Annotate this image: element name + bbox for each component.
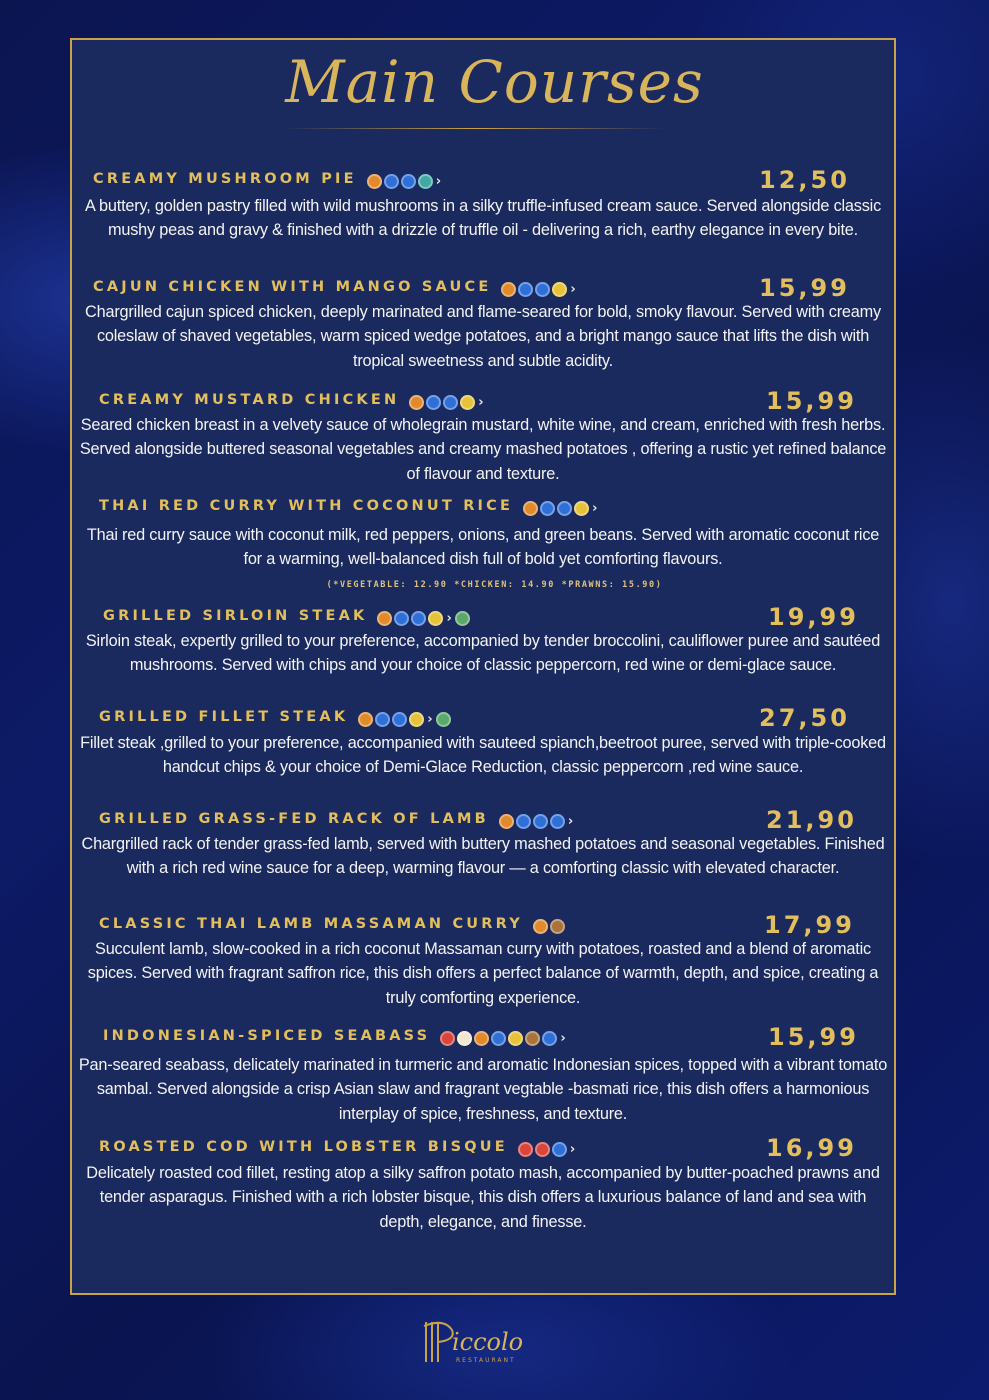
allergen-teal-icon bbox=[418, 174, 433, 189]
dish-price: 12,50 bbox=[759, 166, 850, 194]
chevron-right-icon: › bbox=[435, 173, 445, 189]
dish-price: 15,99 bbox=[768, 1023, 859, 1051]
allergen-orange-icon bbox=[474, 1031, 489, 1046]
allergen-white-icon bbox=[457, 1031, 472, 1046]
dish-price: 16,99 bbox=[766, 1134, 857, 1162]
dish-description: A buttery, golden pastry filled with wild mushrooms in a silky truffle-infused cream sauce. Served alongside classic mushy peas and gravy & finished with a drizzle of truffle oil - delivering a rich, earthy elegance in every bite. bbox=[84, 197, 882, 240]
dish-name: GRILLED SIRLOIN STEAK › bbox=[103, 608, 472, 626]
svg-text:RESTAURANT: RESTAURANT bbox=[456, 1357, 516, 1364]
dish-name: CAJUN CHICKEN WITH MANGO SAUCE › bbox=[93, 279, 579, 297]
dish-price: 15,99 bbox=[766, 387, 857, 415]
allergen-red-icon bbox=[535, 1142, 550, 1157]
allergen-yellow-icon bbox=[508, 1031, 523, 1046]
dish-description: Sirloin steak, expertly grilled to your preference, accompanied by tender broccolini, cauliflower puree and sautéed mushrooms. Served with chips and your choice of classic peppercorn, red wine or demi-glace sauce. bbox=[85, 632, 881, 675]
menu-item-grilled-sirloin-steak bbox=[0, 603, 989, 675]
menu-item-creamy-mushroom-pie bbox=[0, 166, 989, 240]
allergen-blue-icon bbox=[384, 174, 399, 189]
dietary-icons bbox=[523, 500, 601, 516]
menu-item-indonesian-seabass bbox=[0, 1023, 989, 1123]
title-underline bbox=[285, 128, 665, 129]
allergen-blue-icon bbox=[443, 395, 458, 410]
allergen-yellow-icon bbox=[409, 712, 424, 727]
dish-price: 21,90 bbox=[766, 806, 857, 834]
allergen-orange-icon bbox=[377, 611, 392, 626]
piccolo-logo-icon bbox=[416, 1318, 546, 1370]
allergen-blue-icon bbox=[401, 174, 416, 189]
allergen-yellow-icon bbox=[574, 501, 589, 516]
allergen-orange-icon bbox=[367, 174, 382, 189]
allergen-blue-icon bbox=[426, 395, 441, 410]
dish-name: CREAMY MUSHROOM PIE › bbox=[93, 171, 445, 189]
allergen-orange-icon bbox=[358, 712, 373, 727]
allergen-orange-icon bbox=[501, 282, 516, 297]
dish-name: THAI RED CURRY WITH COCONUT RICE › bbox=[99, 498, 601, 516]
dietary-icons bbox=[501, 281, 579, 297]
menu-item-rack-of-lamb bbox=[0, 806, 989, 878]
dish-price: 15,99 bbox=[759, 274, 850, 302]
allergen-blue-icon bbox=[550, 814, 565, 829]
dietary-icons bbox=[377, 610, 472, 626]
chevron-right-icon: › bbox=[592, 500, 601, 516]
menu-item-cajun-chicken bbox=[0, 274, 989, 370]
dish-name: GRILLED FILLET STEAK › bbox=[99, 709, 453, 727]
dietary-icons bbox=[440, 1030, 569, 1046]
menu-title: Main Courses bbox=[285, 48, 704, 116]
chevron-right-icon: › bbox=[570, 281, 579, 297]
menu-item-thai-red-curry bbox=[0, 495, 989, 590]
allergen-green-icon bbox=[455, 611, 470, 626]
allergen-blue-icon bbox=[557, 501, 572, 516]
chevron-right-icon: › bbox=[569, 1141, 579, 1157]
allergen-red-icon bbox=[518, 1142, 533, 1157]
dish-description: Pan-seared seabass, delicately marinated in turmeric and aromatic Indonesian spices, topped with a vibrant tomato sambal. Served alongside a crisp Asian slaw and fragrant vegtable -basmati rice, this dish offers a harmonious interplay of spice, freshness, and texture. bbox=[78, 1056, 888, 1123]
allergen-blue-icon bbox=[392, 712, 407, 727]
menu-item-grilled-fillet-steak bbox=[0, 704, 989, 777]
dietary-icons bbox=[499, 813, 577, 829]
dietary-icons bbox=[409, 394, 487, 410]
menu-item-creamy-mustard-chicken bbox=[0, 387, 989, 483]
dish-description: Chargrilled rack of tender grass-fed lamb, served with buttery mashed potatoes and seasonal vegetables. Finished with a rich red wine sauce for a deep, warming flavour — a comforting classic with elevated character. bbox=[81, 835, 885, 878]
dish-description: Seared chicken breast in a velvety sauce of wholegrain mustard, white wine, and cream, enriched with fresh herbs. Served alongside buttered seasonal vegetables and creamy mashed potatoes , offering a rustic yet refined balance of flavour and texture. bbox=[79, 416, 887, 483]
dish-name: INDONESIAN-SPICED SEABASS › bbox=[103, 1028, 569, 1046]
dish-price: 17,99 bbox=[764, 911, 855, 939]
dish-name: ROASTED COD WITH LOBSTER BISQUE › bbox=[99, 1139, 579, 1157]
allergen-blue-icon bbox=[552, 1142, 567, 1157]
dish-name: CREAMY MUSTARD CHICKEN › bbox=[99, 392, 487, 410]
chevron-right-icon: › bbox=[446, 610, 456, 626]
dish-description: Thai red curry sauce with coconut milk, red peppers, onions, and green beans. Served with aromatic coconut rice for a warming, well-balanced dish full of bold yet comforting flavours. bbox=[86, 526, 880, 569]
svg-text:iccolo: iccolo bbox=[452, 1328, 524, 1356]
allergen-blue-icon bbox=[518, 282, 533, 297]
dish-name: CLASSIC THAI LAMB MASSAMAN CURRY bbox=[99, 916, 567, 934]
chevron-right-icon: › bbox=[427, 711, 436, 727]
allergen-blue-icon bbox=[535, 282, 550, 297]
piccolo-logo bbox=[416, 1318, 546, 1370]
menu-item-roasted-cod bbox=[0, 1134, 989, 1231]
allergen-blue-icon bbox=[394, 611, 409, 626]
dish-name: GRILLED GRASS-FED RACK OF LAMB › bbox=[99, 811, 577, 829]
allergen-orange-icon bbox=[409, 395, 424, 410]
allergen-blue-icon bbox=[375, 712, 390, 727]
allergen-yellow-icon bbox=[552, 282, 567, 297]
dish-description: Fillet steak ,grilled to your preference, accompanied with sauteed spianch,beetroot puree, served with triple-cooked handcut chips & your choice of Demi-Glace Reduction, classic peppercorn ,red wine sauce. bbox=[80, 734, 886, 777]
allergen-brown-icon bbox=[550, 919, 565, 934]
allergen-yellow-icon bbox=[428, 611, 443, 626]
dietary-icons bbox=[518, 1141, 579, 1157]
dietary-icons bbox=[533, 918, 567, 934]
chevron-right-icon: › bbox=[560, 1030, 569, 1046]
dietary-icons bbox=[358, 711, 453, 727]
dish-description: Succulent lamb, slow-cooked in a rich coconut Massaman curry with potatoes, roasted and a blend of aromatic spices. Served with fragrant saffron rice, this dish offers a perfect balance of warmth, depth, and spice, creating a truly comforting experience. bbox=[87, 940, 879, 1007]
chevron-right-icon: › bbox=[478, 394, 487, 410]
allergen-blue-icon bbox=[542, 1031, 557, 1046]
dietary-icons bbox=[367, 173, 445, 189]
dish-price: 19,99 bbox=[768, 603, 859, 631]
allergen-orange-icon bbox=[499, 814, 514, 829]
allergen-blue-icon bbox=[516, 814, 531, 829]
allergen-green-icon bbox=[436, 712, 451, 727]
allergen-yellow-icon bbox=[460, 395, 475, 410]
allergen-red-icon bbox=[440, 1031, 455, 1046]
allergen-blue-icon bbox=[491, 1031, 506, 1046]
chevron-right-icon: › bbox=[567, 813, 577, 829]
menu-item-lamb-massaman-curry bbox=[0, 911, 989, 1007]
dish-price: 27,50 bbox=[759, 704, 850, 732]
allergen-blue-icon bbox=[533, 814, 548, 829]
dish-description: Chargrilled cajun spiced chicken, deeply marinated and flame-seared for bold, smoky flavour. Served with creamy coleslaw of shaved vegetables, warm spiced wedge potatoes, and a bright mango sauce that lifts the dish with tropical sweetness and subtle acidity. bbox=[85, 303, 881, 370]
allergen-blue-icon bbox=[411, 611, 426, 626]
price-variants: (*VEGETABLE: 12.90 *CHICKEN: 14.90 *PRAWNS: 15.90) bbox=[326, 580, 663, 590]
allergen-brown-icon bbox=[525, 1031, 540, 1046]
allergen-blue-icon bbox=[540, 501, 555, 516]
dish-description: Delicately roasted cod fillet, resting atop a silky saffron potato mash, accompanied by butter-poached prawns and tender asparagus. Finished with a rich lobster bisque, this dish offers a luxurious balance of land and sea with depth, elegance, and finesse. bbox=[86, 1164, 880, 1231]
allergen-orange-icon bbox=[533, 919, 548, 934]
allergen-orange-icon bbox=[523, 501, 538, 516]
